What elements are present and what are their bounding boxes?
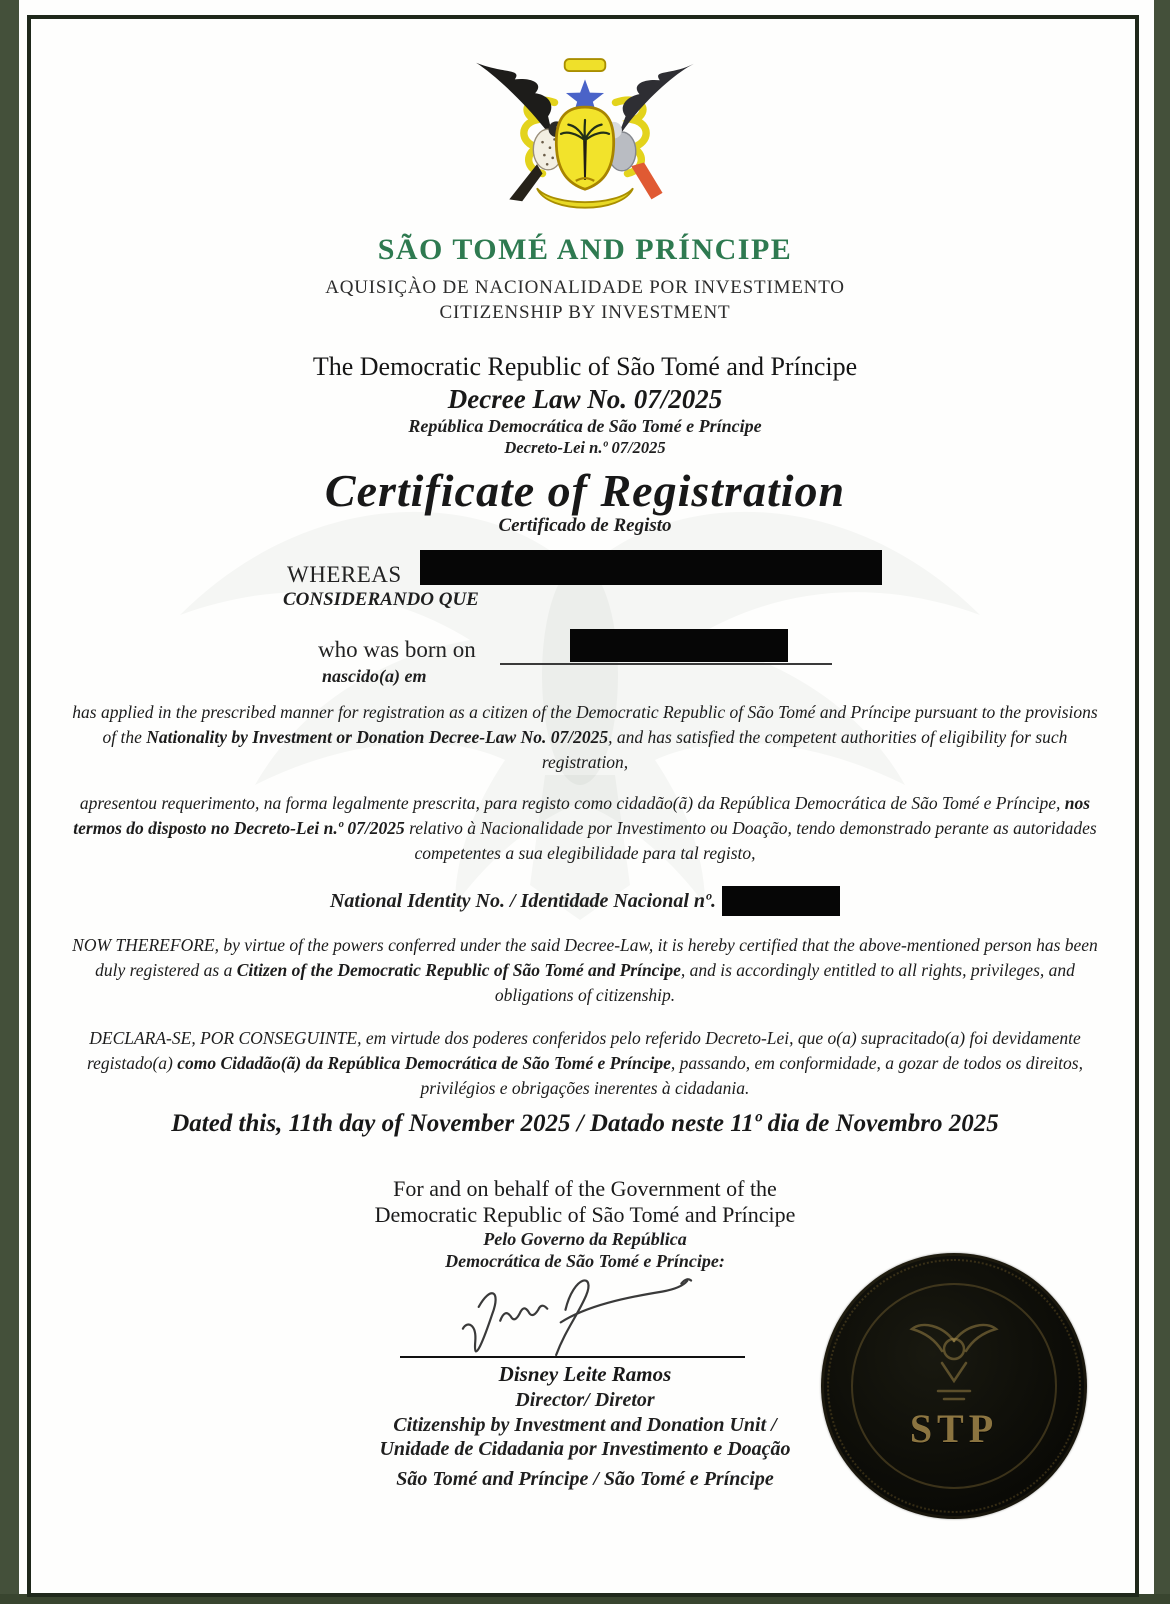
official-seal xyxy=(821,1253,1087,1519)
decree-law-en: Decree Law No. 07/2025 xyxy=(447,384,723,414)
signatory-name: Disney Leite Ramos xyxy=(498,1362,672,1386)
signatory-unit-en: Citizenship by Investment and Donation Unit / xyxy=(393,1414,777,1436)
paragraph-applied-en xyxy=(65,700,1105,775)
whereas-label: WHEREAS xyxy=(287,562,402,587)
decree-law-pt: Decreto-Lei n.º 07/2025 xyxy=(504,438,666,457)
country-title: SÃO TOMÉ AND PRÍNCIPE xyxy=(377,233,793,266)
certificate-subtitle: Certificado de Registo xyxy=(498,515,672,536)
behalf-line-3: Pelo Governo da República xyxy=(483,1229,687,1249)
applied-pt-text: apresentou requerimento, na forma legalmente prescrita, para registo como cidadão(ã) da República Democrática de São Tomé e Príncipe, xyxy=(79,793,1065,813)
republic-title-pt: República Democrática de São Tomé e Príncipe xyxy=(408,416,762,436)
whereas-redaction-bar xyxy=(420,550,882,585)
paragraph-declara-se xyxy=(65,1026,1105,1101)
frame-left-band xyxy=(0,0,19,1604)
therefore-pt-text-end: , passando, em conformidade, a gozar de todos os direitos, privilégios e obrigações inerentes à cidadania. xyxy=(420,1053,1083,1098)
subtitle-en: CITIZENSHIP BY INVESTMENT xyxy=(439,302,731,323)
republic-title-en: The Democratic Republic of São Tomé and Príncipe xyxy=(312,352,858,381)
frame-bottom-band xyxy=(0,1594,1170,1604)
nascido-label: nascido(a) em xyxy=(322,666,427,686)
identity-label: National Identity No. / Identidade Nacional nº. xyxy=(329,889,716,912)
coat-of-arms-icon xyxy=(465,50,705,238)
identity-row xyxy=(0,886,1170,916)
certificate-title: Certificate of Registration xyxy=(324,465,846,516)
whereas-row xyxy=(0,549,1170,589)
signatory-country: São Tomé and Príncipe / São Tomé e Príncipe xyxy=(396,1468,774,1490)
behalf-line-1: For and on behalf of the Government of the xyxy=(393,1176,777,1201)
therefore-pt-text: DECLARA-SE, POR CONSEGUINTE, em virtude dos poderes conferidos pelo referido Decreto-Lei, que o(a) supracitado(a) foi devidamente registado(a) xyxy=(87,1028,1081,1073)
behalf-line-2: Democratic Republic of São Tomé and Príncipe xyxy=(374,1202,796,1227)
applied-en-text-end: , and has satisfied the competent authorities of eligibility for such registration, xyxy=(541,727,1068,772)
therefore-en-text: NOW THEREFORE, by virtue of the powers conferred under the said Decree-Law, it is hereby certified that the above-mentioned person has been duly registered as a xyxy=(72,935,1098,980)
identity-redaction-bar xyxy=(722,886,840,916)
seal-crest-icon xyxy=(904,1311,1004,1406)
applied-en-text: has applied in the prescribed manner for registration as a citizen of the Democratic Republic of São Tomé and Príncipe pursuant to the provisions of the xyxy=(72,702,1098,747)
signatory-title: Director/ Diretor xyxy=(515,1389,655,1411)
applied-pt-bold: nos termos do disposto no Decreto-Lei n.º 07/2025 xyxy=(73,793,1091,838)
born-underline xyxy=(500,663,832,665)
behalf-line-4: Democrática de São Tomé e Príncipe: xyxy=(445,1251,725,1271)
born-label: who was born on xyxy=(318,637,476,662)
applied-pt-text-end: relativo à Nacionalidade por Investimento ou Doação, tendo demonstrado perante as autoridades competentes a sua elegibilidade para tal registo, xyxy=(404,818,1097,863)
born-row xyxy=(0,625,1170,665)
paragraph-applied-pt xyxy=(65,791,1105,866)
therefore-pt-bold: como Cidadão(ã) da República Democrática de São Tomé e Príncipe xyxy=(177,1053,671,1073)
applied-en-bold: Nationality by Investment or Donation Decree-Law No. 07/2025 xyxy=(146,727,609,747)
paragraph-now-therefore xyxy=(65,933,1105,1008)
seal-center-text: STP xyxy=(909,1406,999,1451)
dated-line: Dated this, 11th day of November 2025 / Datado neste 11º dia de Novembro 2025 xyxy=(171,1110,999,1137)
signatory-unit-pt: Unidade de Cidadania por Investimento e Doação xyxy=(379,1438,791,1460)
subtitle-pt: AQUISIÇÀO DE NACIONALIDADE POR INVESTIMENTO xyxy=(325,277,845,298)
signature-line xyxy=(400,1356,745,1358)
considerando-label: CONSIDERANDO QUE xyxy=(283,589,479,610)
born-redaction-bar xyxy=(570,629,788,662)
signature-ink-icon xyxy=(438,1264,728,1364)
therefore-en-bold: Citizen of the Democratic Republic of São Tomé and Príncipe xyxy=(236,960,681,980)
therefore-en-text-end: , and is accordingly entitled to all rights, privileges, and obligations of citizenship. xyxy=(494,960,1075,1005)
frame-right-band xyxy=(1154,0,1170,1604)
